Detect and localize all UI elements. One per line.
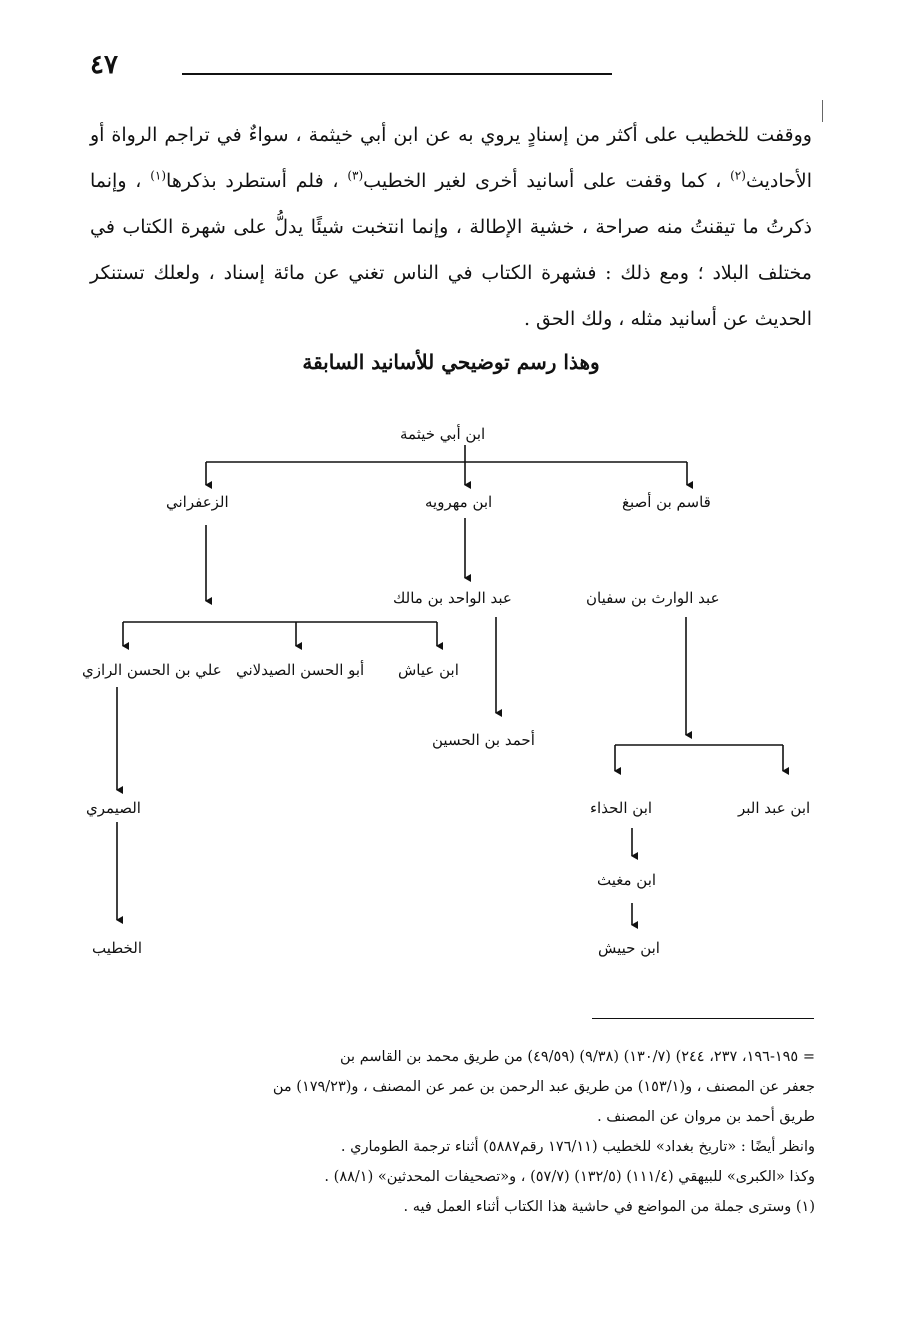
footnotes — [80, 1042, 815, 1222]
node-abd-alwarith-ibn-sufyan: عبد الوارث بن سفيان — [586, 589, 720, 607]
body-text-part-1: ووقفت للخطيب على أكثر من إسنادٍ يروي به عن ابن أبي خيثمة ، سواءٌ في تراجم الرواة أو الأحاديث — [90, 124, 812, 192]
footnote-ref-3: (٣) — [347, 168, 364, 183]
node-abd-alwahid-ibn-malik: عبد الواحد بن مالك — [393, 589, 512, 607]
node-ali-ibn-alhasan-alrazi: علي بن الحسن الرازي — [82, 661, 222, 679]
node-ibn-mughith: ابن مغيث — [597, 871, 657, 889]
page-number: ٤٧ — [90, 50, 118, 80]
node-ibn-hayyish: ابن حييش — [598, 939, 660, 957]
footnote-ref-2: (٢) — [730, 168, 746, 183]
footnote-line: طريق أحمد بن مروان عن المصنف . — [597, 1109, 815, 1125]
body-text-part-3: ، فلم أستطرد بذكرها — [166, 170, 348, 192]
diagram-title: وهذا رسم توضيحي للأسانيد السابقة — [302, 350, 600, 374]
body-text-part-2: ، كما وقفت على أسانيد أخرى لغير الخطيب — [363, 170, 731, 192]
footnote-line: جعفر عن المصنف ، و(١٥٣/١) من طريق عبد الرحمن بن عمر عن المصنف ، و(١٧٩/٢٣) من — [272, 1079, 815, 1095]
footnote-line: = ١٩٥-١٩٦، ٢٣٧، ٢٤٤) (١٣٠/٧) (٩/٣٨) (٤٩/٥٩) من طريق محمد بن القاسم بن — [340, 1049, 815, 1065]
node-ibn-ayyash: ابن عياش — [398, 661, 459, 679]
body-text-part-4: ، وإنما ذكرتُ ما تيقنتُ منه صراحة ، خشية الإطالة ، وإنما انتخبت شيئًا يدلُّ على شهرة الكتاب في مختلف البلاد ؛ ومع ذلك : فشهرة الكتاب في الناس تغني عن مائة إسناد ، ولعلك تستنكر الحديث عن أسانيد مثله ، ولك الحق . — [90, 170, 812, 330]
node-ibn-abd-albarr: ابن عبد البر — [738, 799, 811, 817]
node-abu-alhasan-alsaydalani: أبو الحسن الصيدلاني — [236, 661, 365, 679]
node-zafarani: الزعفراني — [166, 493, 229, 511]
node-alsaymari: الصيمري — [86, 799, 141, 817]
footnote-line: وكذا «الكبرى» للبيهقي (١١١/٤) (١٣٢/٥) (٥٧/٧) ، و«تصحيفات المحدثين» (٨٨/١) . — [324, 1169, 815, 1185]
footnote-rule — [592, 1018, 814, 1019]
node-ibn-mahruyah: ابن مهرويه — [425, 493, 493, 511]
node-alkhatib: الخطيب — [92, 939, 142, 957]
node-ibn-alhadhdha: ابن الحذاء — [590, 799, 653, 817]
node-ahmad-ibn-alhusayn: أحمد بن الحسين — [432, 731, 535, 749]
node-ibn-abi-khaythama: ابن أبي خيثمة — [400, 425, 486, 443]
node-qasim-ibn-asbagh: قاسم بن أصبغ — [622, 493, 711, 511]
footnote-1: (١) وسترى جملة من المواضع في حاشية هذا الكتاب أثناء العمل فيه . — [403, 1199, 815, 1215]
footnote-ref-1: (١) — [150, 168, 167, 183]
footnote-line: وانظر أيضًا : «تاريخ بغداد» للخطيب (١٧٦/١١ رقم٥٨٨٧) أثناء ترجمة الطوماري . — [340, 1139, 815, 1155]
